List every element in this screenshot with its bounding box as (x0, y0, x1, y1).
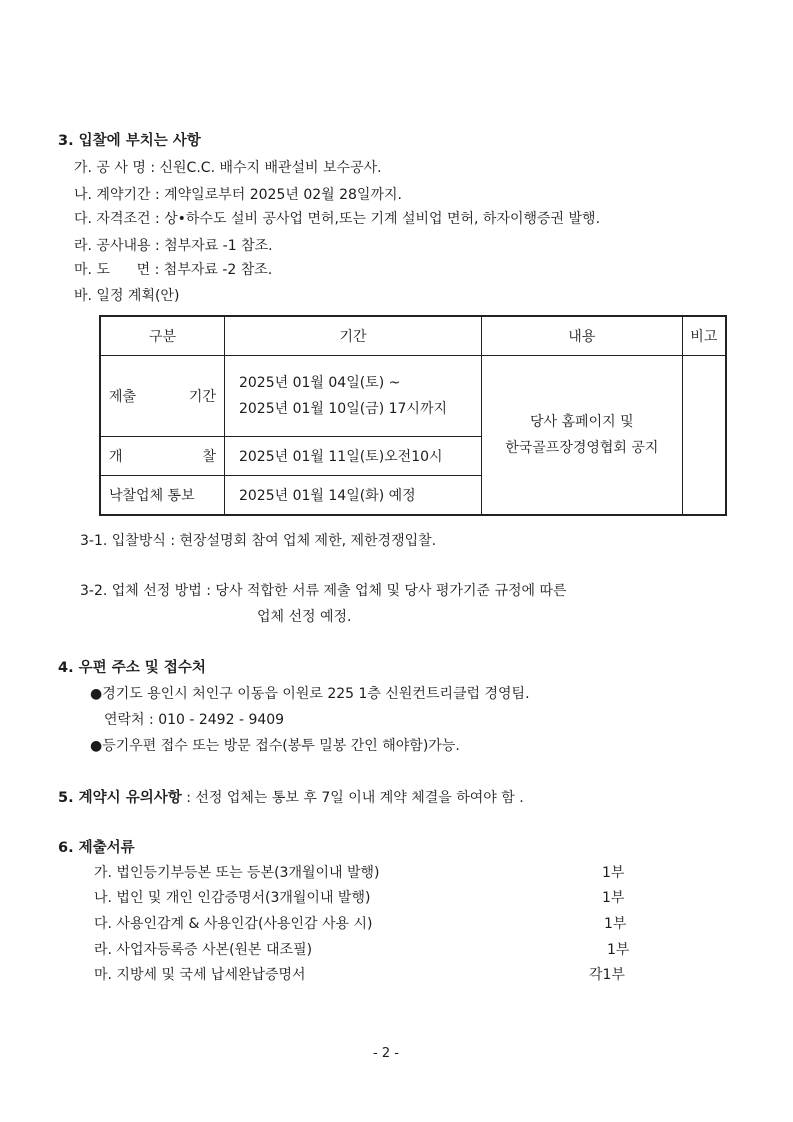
doc-item-qty: 1부 (602, 865, 625, 881)
table-header-content: 내용 (482, 316, 683, 356)
section-3-item-ma: 마. 도 면 : 첨부자료 -2 참조. (74, 262, 273, 278)
doc-item-name: 마. 지방세 및 국세 납세완납증명서 (94, 967, 306, 983)
doc-item-qty: 1부 (607, 942, 630, 958)
table-content-cell (482, 356, 683, 516)
row-label-left: 제출 (109, 389, 137, 405)
page-number: - 2 - (373, 1046, 399, 1061)
section-3-item-ra: 라. 공사내용 : 첨부자료 -1 참조. (74, 238, 273, 254)
table-row (100, 356, 726, 437)
row-label-opening (100, 437, 224, 476)
section-6-title: 6. 제출서류 (58, 840, 135, 856)
row-label-right: 찰 (202, 449, 216, 465)
row-period-submission (224, 356, 481, 437)
section-4-title: 4. 우편 주소 및 접수처 (58, 660, 206, 676)
section-5-title: 5. 계약시 유의사항 (58, 790, 182, 806)
row-period-opening: 2025년 01월 11일(토)오전10시 (224, 437, 481, 476)
section-3-title: 3. 입찰에 부치는 사항 (58, 133, 201, 149)
section-3-item-na: 나. 계약기간 : 계약일로부터 2025년 02월 28일까지. (74, 187, 402, 203)
doc-item-name: 라. 사업자등록증 사본(원본 대조필) (94, 942, 313, 958)
content-line: 당사 홈페이지 및 (530, 414, 634, 430)
contact-line: 연락처 : 010 - 2492 - 9409 (104, 712, 285, 728)
table-header-category: 구분 (100, 316, 224, 356)
subsection-3-2-line1: 3-2. 업체 선정 방법 : 당사 적합한 서류 제출 업체 및 당사 평가기준 규정에 따른 (80, 583, 567, 599)
subsection-3-1: 3-1. 입찰방식 : 현장설명회 참여 업체 제한, 제한경쟁입찰. (80, 533, 437, 549)
doc-item-name: 가. 법인등기부등본 또는 등본(3개월이내 발행) (94, 865, 380, 881)
section-5-text: : 선정 업체는 통보 후 7일 이내 계약 체결을 하여야 함 . (186, 790, 524, 806)
doc-item-qty: 각1부 (589, 967, 625, 983)
section-3-item-da: 다. 자격조건 : 상•하수도 설비 공사업 면허,또는 기계 설비업 면허, 하자이행증권 발행. (74, 211, 601, 227)
subsection-3-2-line2: 업체 선정 예정. (257, 609, 352, 625)
delivery-note: ●등기우편 접수 또는 방문 접수(봉투 밀봉 간인 해야함)가능. (90, 738, 460, 754)
schedule-table (99, 315, 727, 516)
row-label-notice: 낙찰업체 통보 (100, 476, 224, 516)
period-line: 2025년 01월 04일(토) ~ (238, 375, 401, 391)
section-5 (58, 786, 524, 807)
doc-item-qty: 1부 (602, 890, 625, 906)
content-line: 한국골프장경영협회 공지 (505, 440, 659, 456)
row-period-notice: 2025년 01월 14일(화) 예정 (224, 476, 481, 516)
row-label-right: 기간 (188, 389, 216, 405)
row-label-left: 개 (109, 449, 123, 465)
table-header-row (100, 316, 726, 356)
table-header-remarks: 비고 (682, 316, 726, 356)
address-line: ●경기도 용인시 처인구 이동읍 이원로 225 1층 신원컨트리클럽 경영팀. (90, 686, 530, 702)
doc-item-qty: 1부 (604, 916, 627, 932)
section-3-item-ga: 가. 공 사 명 : 신원C.C. 배수지 배관설비 보수공사. (74, 160, 382, 176)
table-header-period: 기간 (224, 316, 481, 356)
section-3-item-ba: 바. 일정 계획(안) (74, 288, 180, 304)
period-line: 2025년 01월 10일(금) 17시까지 (238, 401, 447, 417)
row-label-submission (100, 356, 224, 437)
doc-item-name: 다. 사용인감계 & 사용인감(사용인감 사용 시) (94, 916, 373, 932)
doc-item-name: 나. 법인 및 개인 인감증명서(3개월이내 발행) (94, 890, 371, 906)
table-remarks-cell (682, 356, 726, 516)
